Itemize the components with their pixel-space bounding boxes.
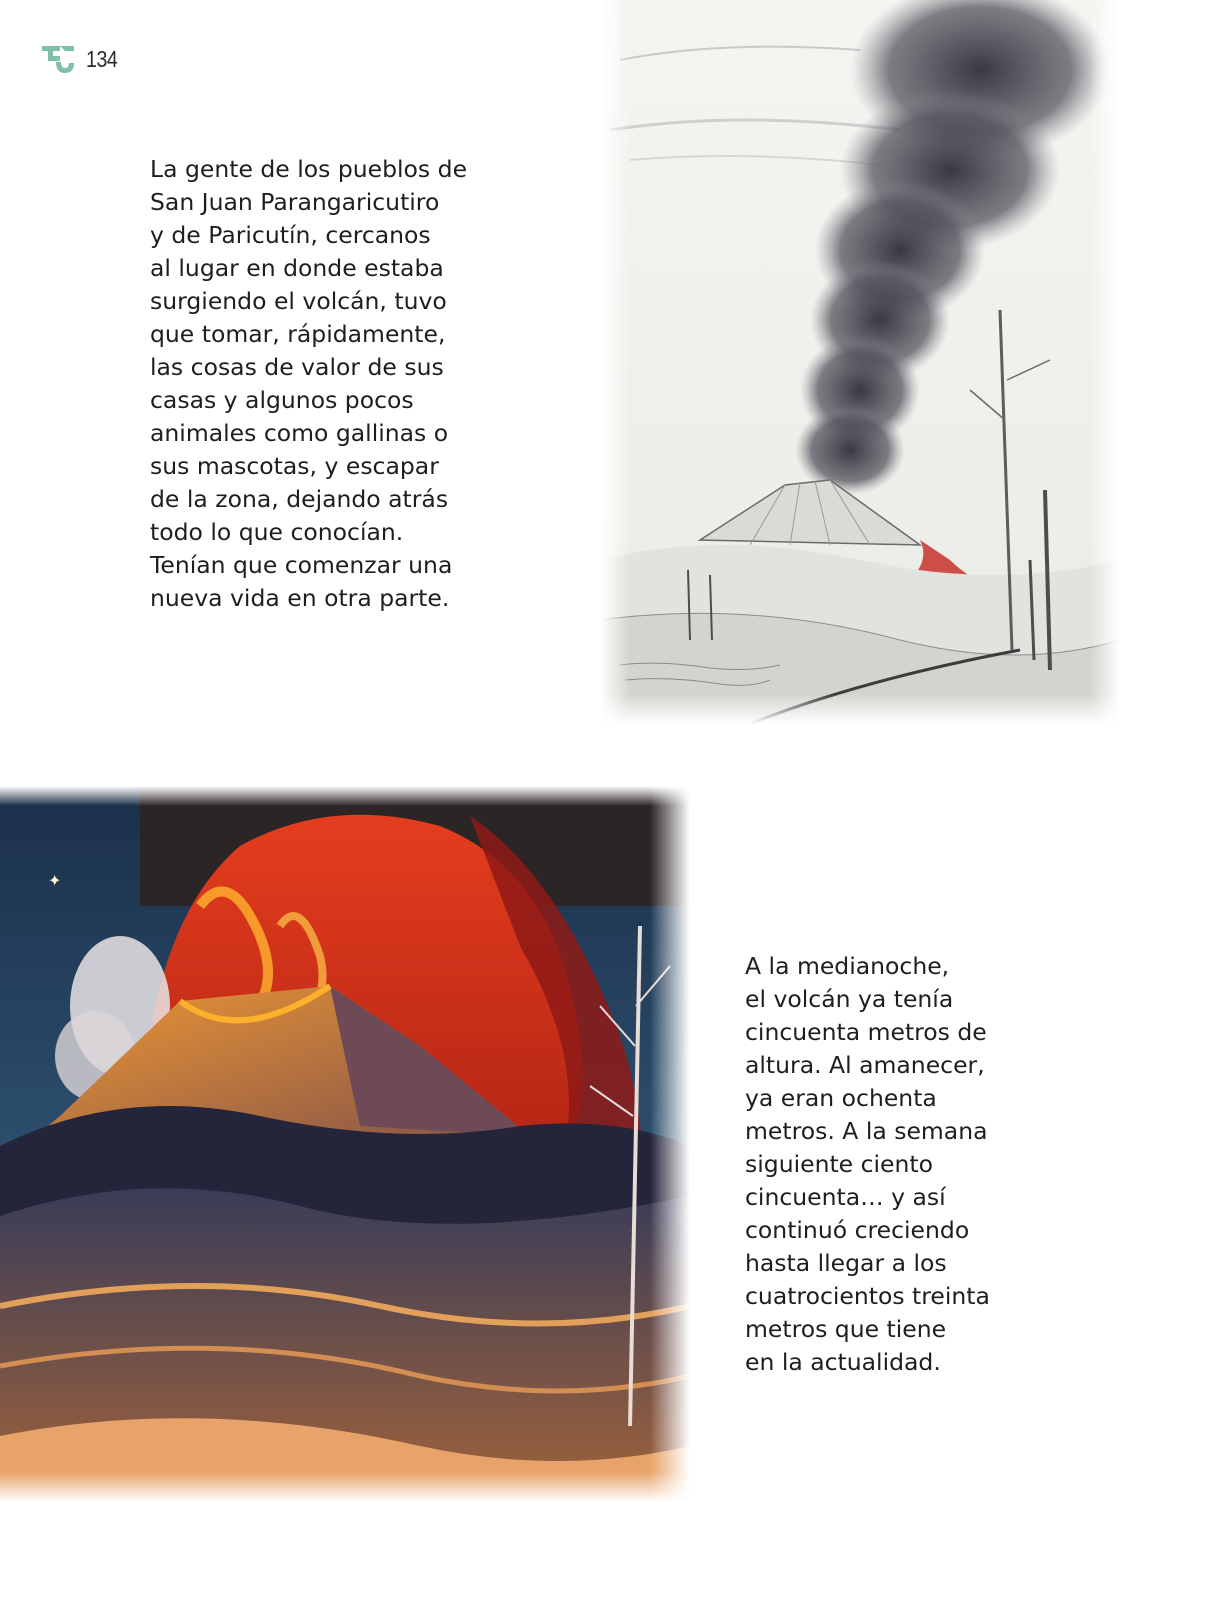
paragraph-evacuation: La gente de los pueblos de San Juan Parangaricutiro y de Paricutín, cercanos al lugar en donde estaba surgiendo el volcán, tuvo que tomar, rápidamente, las cosas de valor de sus casas y algunos pocos animales como gallinas o sus mascotas, y escapar de la zona, dejando atrás todo lo que conocían. Tenían que comenzar una nueva vida en otra parte. [150, 155, 468, 612]
page-header [40, 42, 123, 76]
book-series-logo-icon [40, 42, 78, 76]
volcano-eruption-painting [0, 786, 690, 1502]
page-number: 134 [86, 45, 118, 72]
paragraph-volcano-growth: A la medianoche, el volcán ya tenía cincuenta metros de altura. Al amanecer, ya eran ochenta metros. A la semana siguiente ciento cincuenta… y así continuó creciendo hasta llegar a los cuatrocientos treinta metros que tiene en la actualidad. [745, 952, 990, 1376]
volcano-sketch-illustration [600, 0, 1120, 724]
svg-text:✦: ✦ [48, 871, 62, 890]
